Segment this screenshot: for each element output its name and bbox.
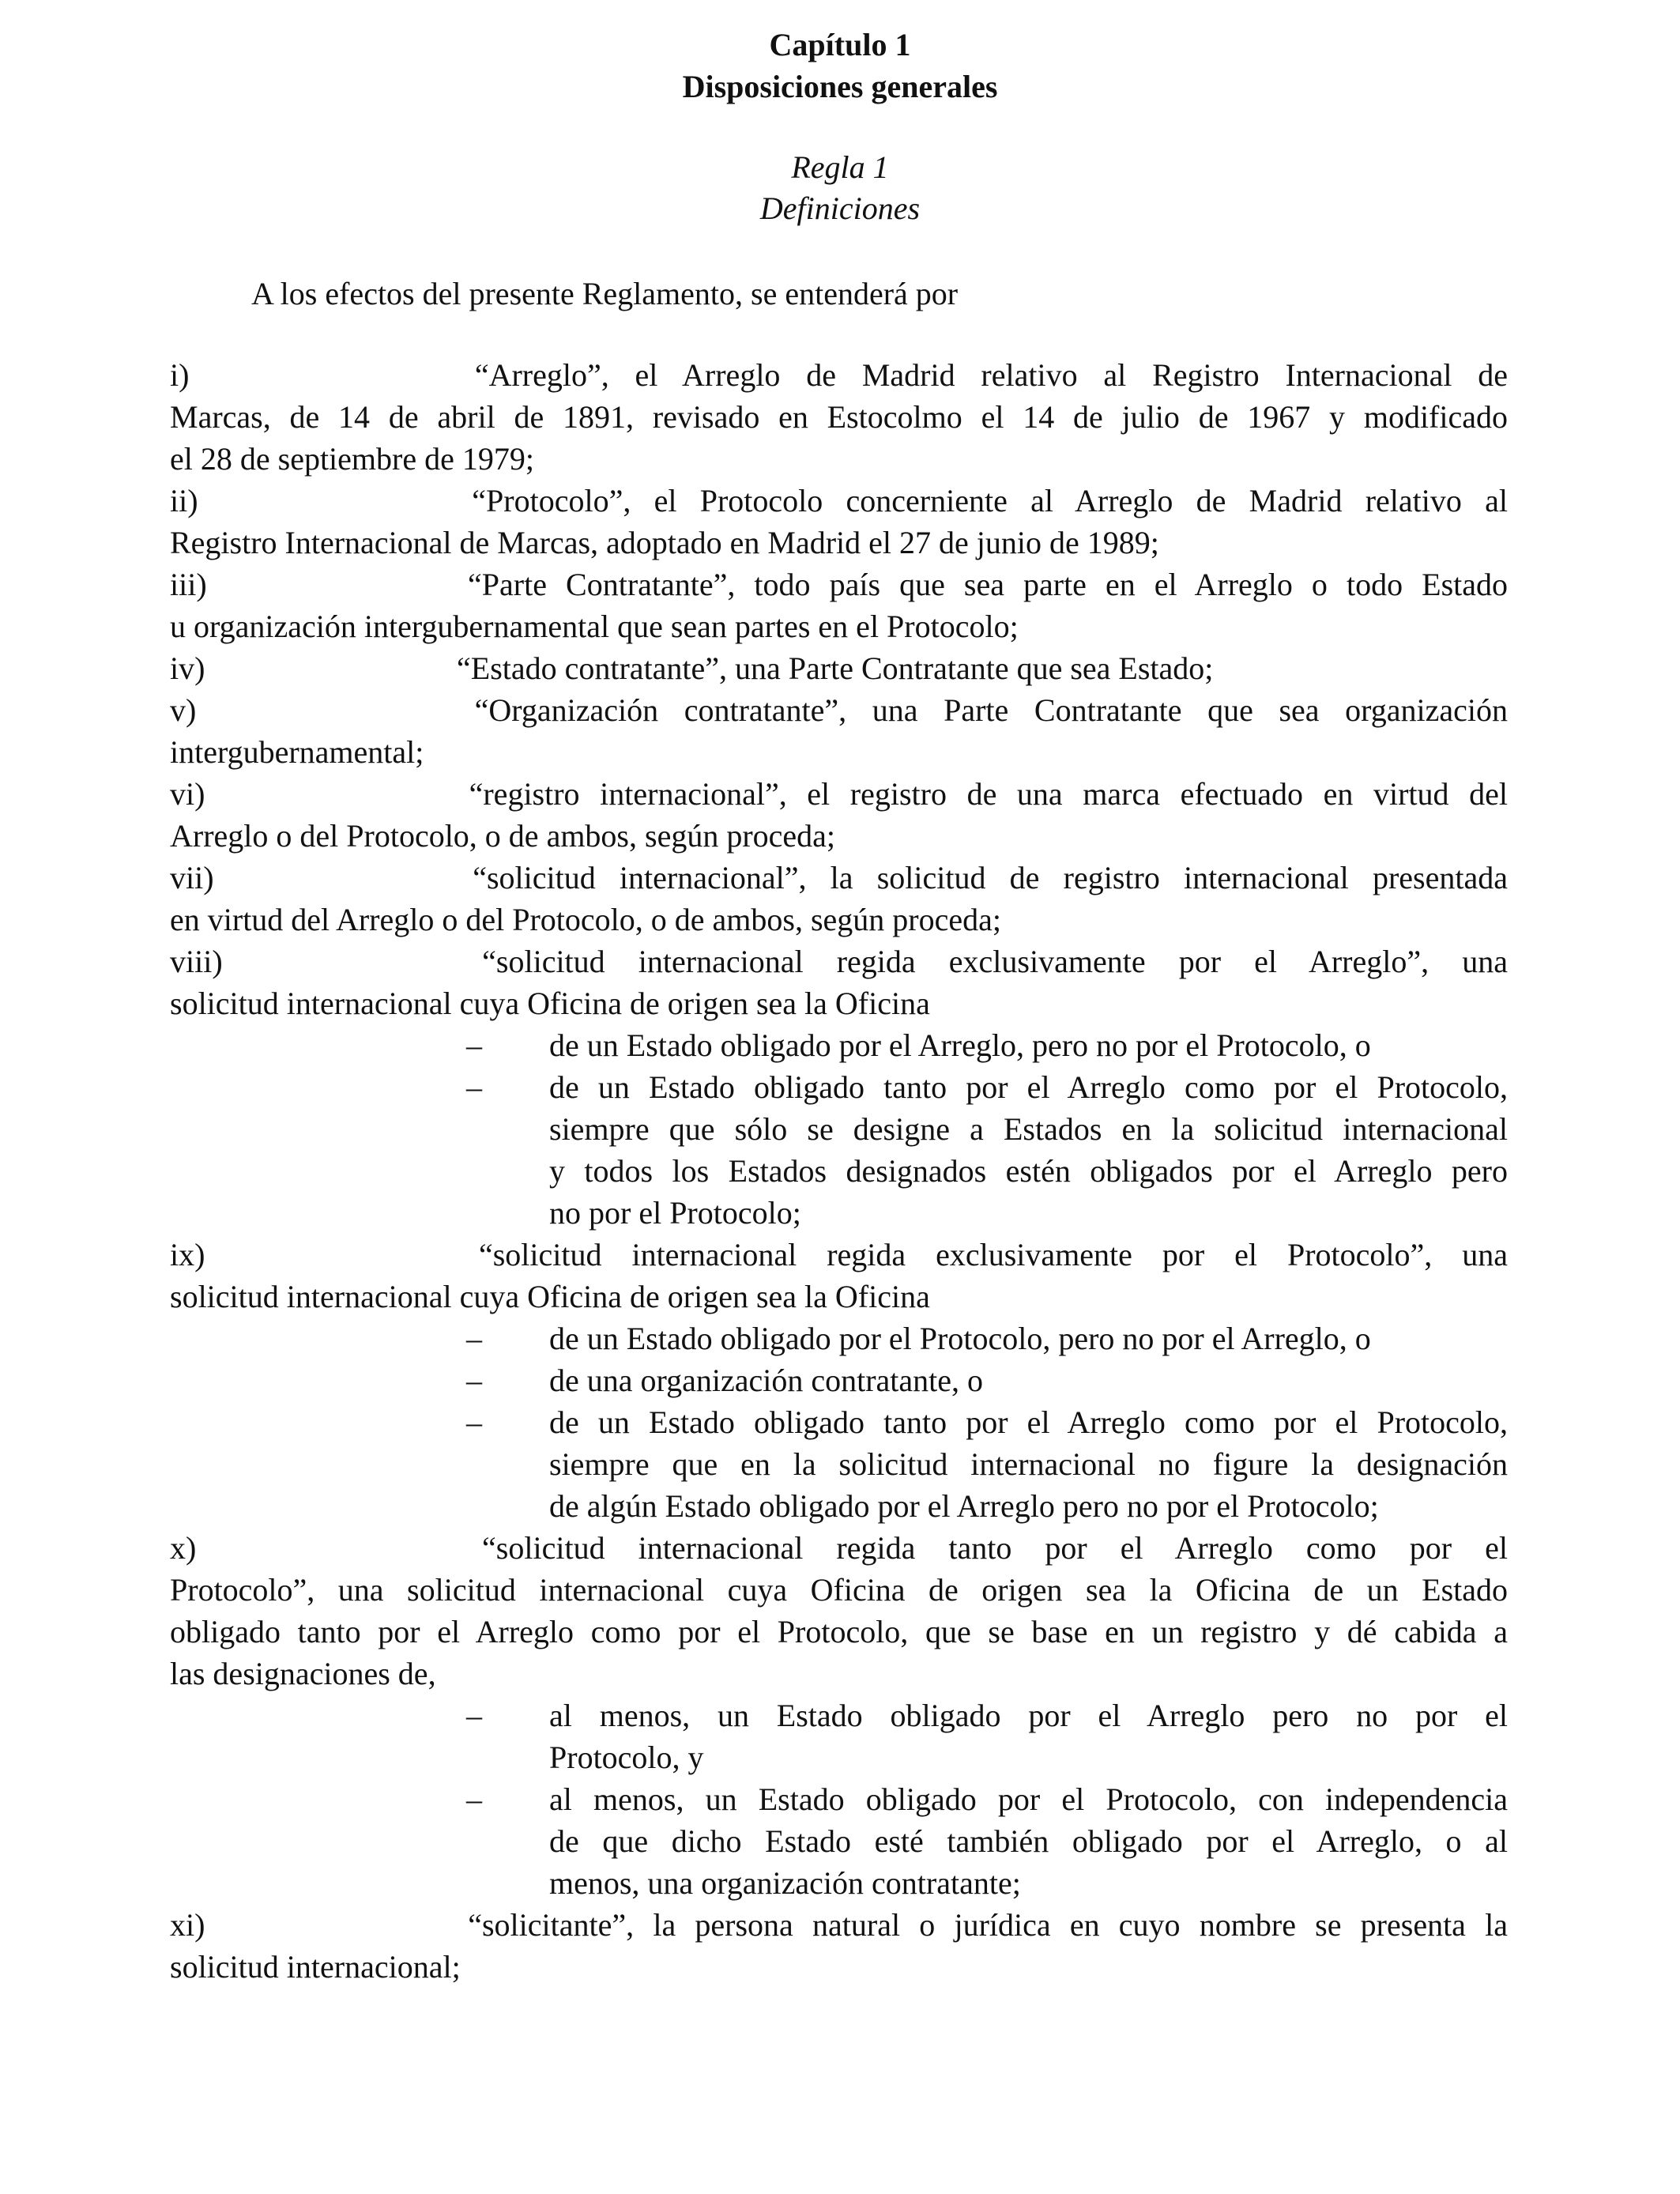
sub-item-line: no por el Protocolo; [549,1195,801,1231]
item-text-line: solicitud internacional cuya Oficina de origen sea la Oficina [170,986,930,1021]
item-number: iv) [170,650,205,686]
item-number: viii) [170,944,223,979]
item-text-line: intergubernamental; [170,734,424,770]
intro-sentence: A los efectos del presente Reglamento, se entenderá por [251,276,959,311]
dash-bullet: – [466,1069,482,1105]
dash-bullet: – [466,1027,482,1063]
sub-item [170,1401,1508,1527]
item-text-line: solicitud internacional; [170,1949,461,1985]
rule-number: Regla 1 [791,149,889,185]
item-number: vii) [170,860,214,895]
item-text-line: en virtud del Arreglo o del Protocolo, o de ambos, según proceda; [170,902,1001,937]
definition-item-iv [170,647,1508,689]
dash-bullet: – [466,1698,482,1733]
sub-item-line: menos, una organización contratante; [549,1865,1021,1901]
sub-item-line: siempre que en la solicitud internacional no figure la designación [549,1446,1508,1482]
sub-item [170,1778,1508,1904]
definition-item-v [170,689,1508,773]
item-text-line: u organización intergubernamental que sean partes en el Protocolo; [170,609,1019,644]
item-text-line: “solicitud internacional regida tanto por el Arreglo como por el [482,1530,1509,1566]
chapter-title: Disposiciones generales [682,69,998,104]
item-number: ii) [170,483,198,518]
sub-item-line: de un Estado obligado por el Arreglo, pero no por el Protocolo, o [549,1027,1371,1063]
item-number: vi) [170,776,205,812]
item-text-line: las designaciones de, [170,1656,436,1691]
item-text-line: Marcas, de 14 de abril de 1891, revisado en Estocolmo el 14 de julio de 1967 y modificado [170,399,1508,435]
sub-item-line: de algún Estado obligado por el Arreglo pero no por el Protocolo; [549,1488,1379,1524]
item-text-line: el 28 de septiembre de 1979; [170,441,534,477]
definition-item-ii [170,480,1508,564]
item-text-line: “registro internacional”, el registro de una marca efectuado en virtud del [469,776,1509,812]
sub-item-line: de un Estado obligado tanto por el Arreglo como por el Protocolo, [549,1404,1508,1440]
item-number: x) [170,1530,197,1566]
item-text-line: “solicitud internacional”, la solicitud de registro internacional presentada [473,860,1508,895]
sub-item [170,1024,1508,1066]
item-text-line: solicitud internacional cuya Oficina de origen sea la Oficina [170,1279,930,1314]
sub-item-line: al menos, un Estado obligado por el Protocolo, con independencia [549,1781,1508,1817]
sub-item-line: de una organización contratante, o [549,1363,984,1398]
rule-title: Definiciones [759,190,921,226]
item-text-line: “solicitud internacional regida exclusivamente por el Protocolo”, una [478,1237,1508,1272]
sub-item [170,1318,1508,1359]
item-text-line: “Protocolo”, el Protocolo concerniente al Arreglo de Madrid relativo al [472,483,1508,518]
definition-item-ix [170,1234,1508,1527]
item-text-line: “Estado contratante”, una Parte Contratante que sea Estado; [457,650,1214,686]
item-text-line: Protocolo”, una solicitud internacional cuya Oficina de origen sea la Oficina de un Estado [170,1572,1508,1608]
sub-item [170,1066,1508,1234]
sub-item [170,1359,1508,1401]
item-number: iii) [170,567,207,602]
definition-item-vi [170,773,1508,857]
item-number: i) [170,357,190,393]
item-text-line: “Organización contratante”, una Parte Contratante que sea organización [474,692,1508,728]
item-text-line: “Arreglo”, el Arreglo de Madrid relativo al Registro Internacional de [474,357,1509,393]
dash-bullet: – [466,1321,482,1356]
sub-item-line: de un Estado obligado tanto por el Arreglo como por el Protocolo, [549,1069,1508,1105]
sub-item-line: al menos, un Estado obligado por el Arreglo pero no por el [549,1698,1508,1733]
definition-item-i [170,354,1508,480]
sub-item-line: siempre que sólo se designe a Estados en la solicitud internacional [549,1111,1508,1147]
dash-bullet: – [466,1363,482,1398]
item-text-line: “solicitante”, la persona natural o jurídica en cuyo nombre se presenta la [468,1907,1509,1943]
dash-bullet: – [466,1404,482,1440]
sub-item-line: de un Estado obligado por el Protocolo, pero no por el Arreglo, o [549,1321,1371,1356]
item-number: v) [170,692,197,728]
sub-item [170,1695,1508,1778]
definition-item-xi [170,1904,1508,1988]
definition-item-x [170,1527,1508,1904]
item-text-line: obligado tanto por el Arreglo como por el Protocolo, que se base en un registro y dé cabida a [170,1614,1508,1649]
definition-item-vii [170,857,1508,941]
definition-item-iii [170,564,1508,647]
item-number: ix) [170,1237,205,1272]
item-text-line: Arreglo o del Protocolo, o de ambos, según proceda; [170,818,836,854]
sub-item-line: y todos los Estados designados estén obligados por el Arreglo pero [549,1153,1508,1189]
sub-item-line: de que dicho Estado esté también obligado por el Arreglo, o al [549,1823,1508,1859]
definitions-list [170,354,1508,1988]
dash-bullet: – [466,1781,482,1817]
item-number: xi) [170,1907,205,1943]
item-text-line: “solicitud internacional regida exclusivamente por el Arreglo”, una [482,944,1508,979]
item-text-line: Registro Internacional de Marcas, adoptado en Madrid el 27 de junio de 1989; [170,525,1159,560]
sub-item-line: Protocolo, y [549,1740,704,1775]
chapter-number: Capítulo 1 [769,27,911,62]
definition-item-viii [170,941,1508,1234]
item-text-line: “Parte Contratante”, todo país que sea parte en el Arreglo o todo Estado [468,567,1508,602]
